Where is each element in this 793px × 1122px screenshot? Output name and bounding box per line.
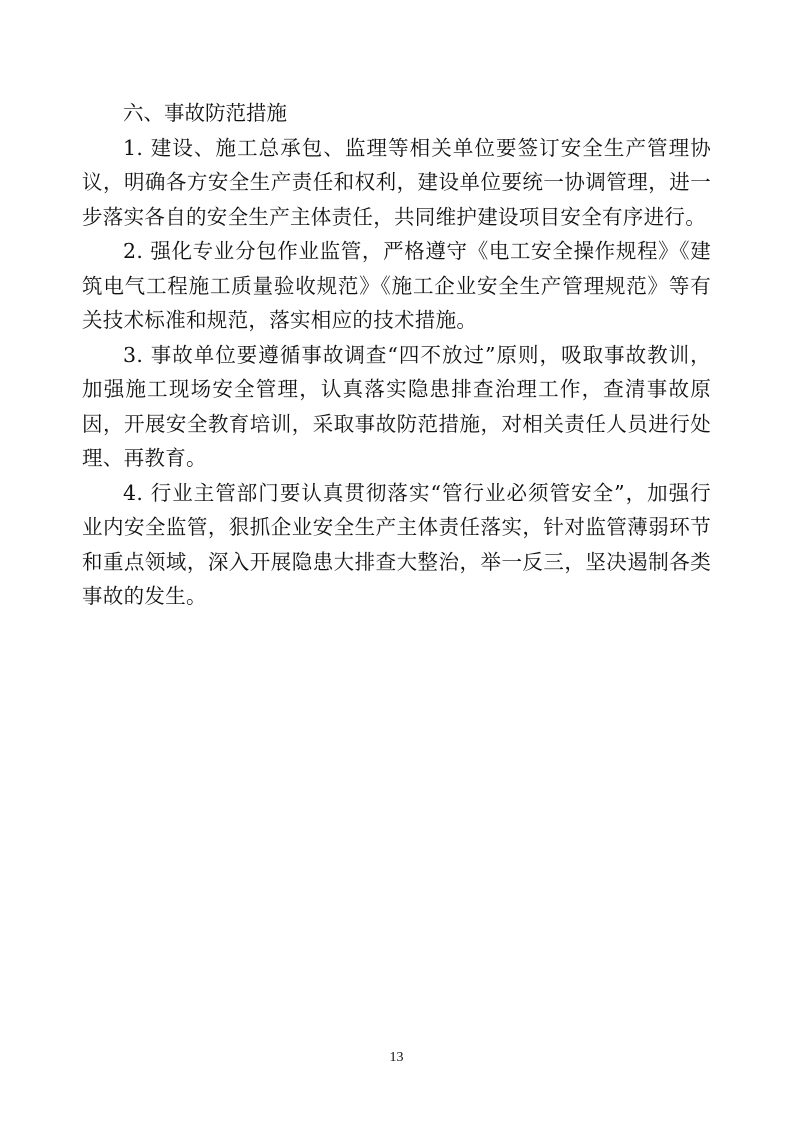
paragraph-measure-1: 1. 建设、施工总承包、监理等相关单位要签订安全生产管理协议，明确各方安全生产责任和权利，建设单位要统一协调管理，进一步落实各自的安全生产主体责任，共同维护建设项目安全有序进行。 xyxy=(82,135,711,229)
paragraph-measure-2: 2. 强化专业分包作业监管，严格遵守《电工安全操作规程》《建筑电气工程施工质量验收规范》《施工企业安全生产管理规范》等有关技术标准和规范，落实相应的技术措施。 xyxy=(82,239,711,332)
paragraph-measure-4: 4. 行业主管部门要认真贯彻落实“管行业必须管安全”，加强行业内安全监管，狠抓企业安全生产主体责任落实，针对监管薄弱环节和重点领域，深入开展隐患大排查大整治，举一反三，坚决遏制各类事故的发生。 xyxy=(82,480,711,608)
section-heading: 六、事故防范措施 xyxy=(123,101,287,125)
page-number: 13 xyxy=(389,1050,404,1065)
document-body xyxy=(82,96,711,614)
paragraph-measure-3: 3. 事故单位要遵循事故调查“四不放过”原则，吸取事故教训，加强施工现场安全管理，认真落实隐患排查治理工作，查清事故原因，开展安全教育培训，采取事故防范措施，对相关责任人员进行处理、再教育。 xyxy=(82,342,711,470)
